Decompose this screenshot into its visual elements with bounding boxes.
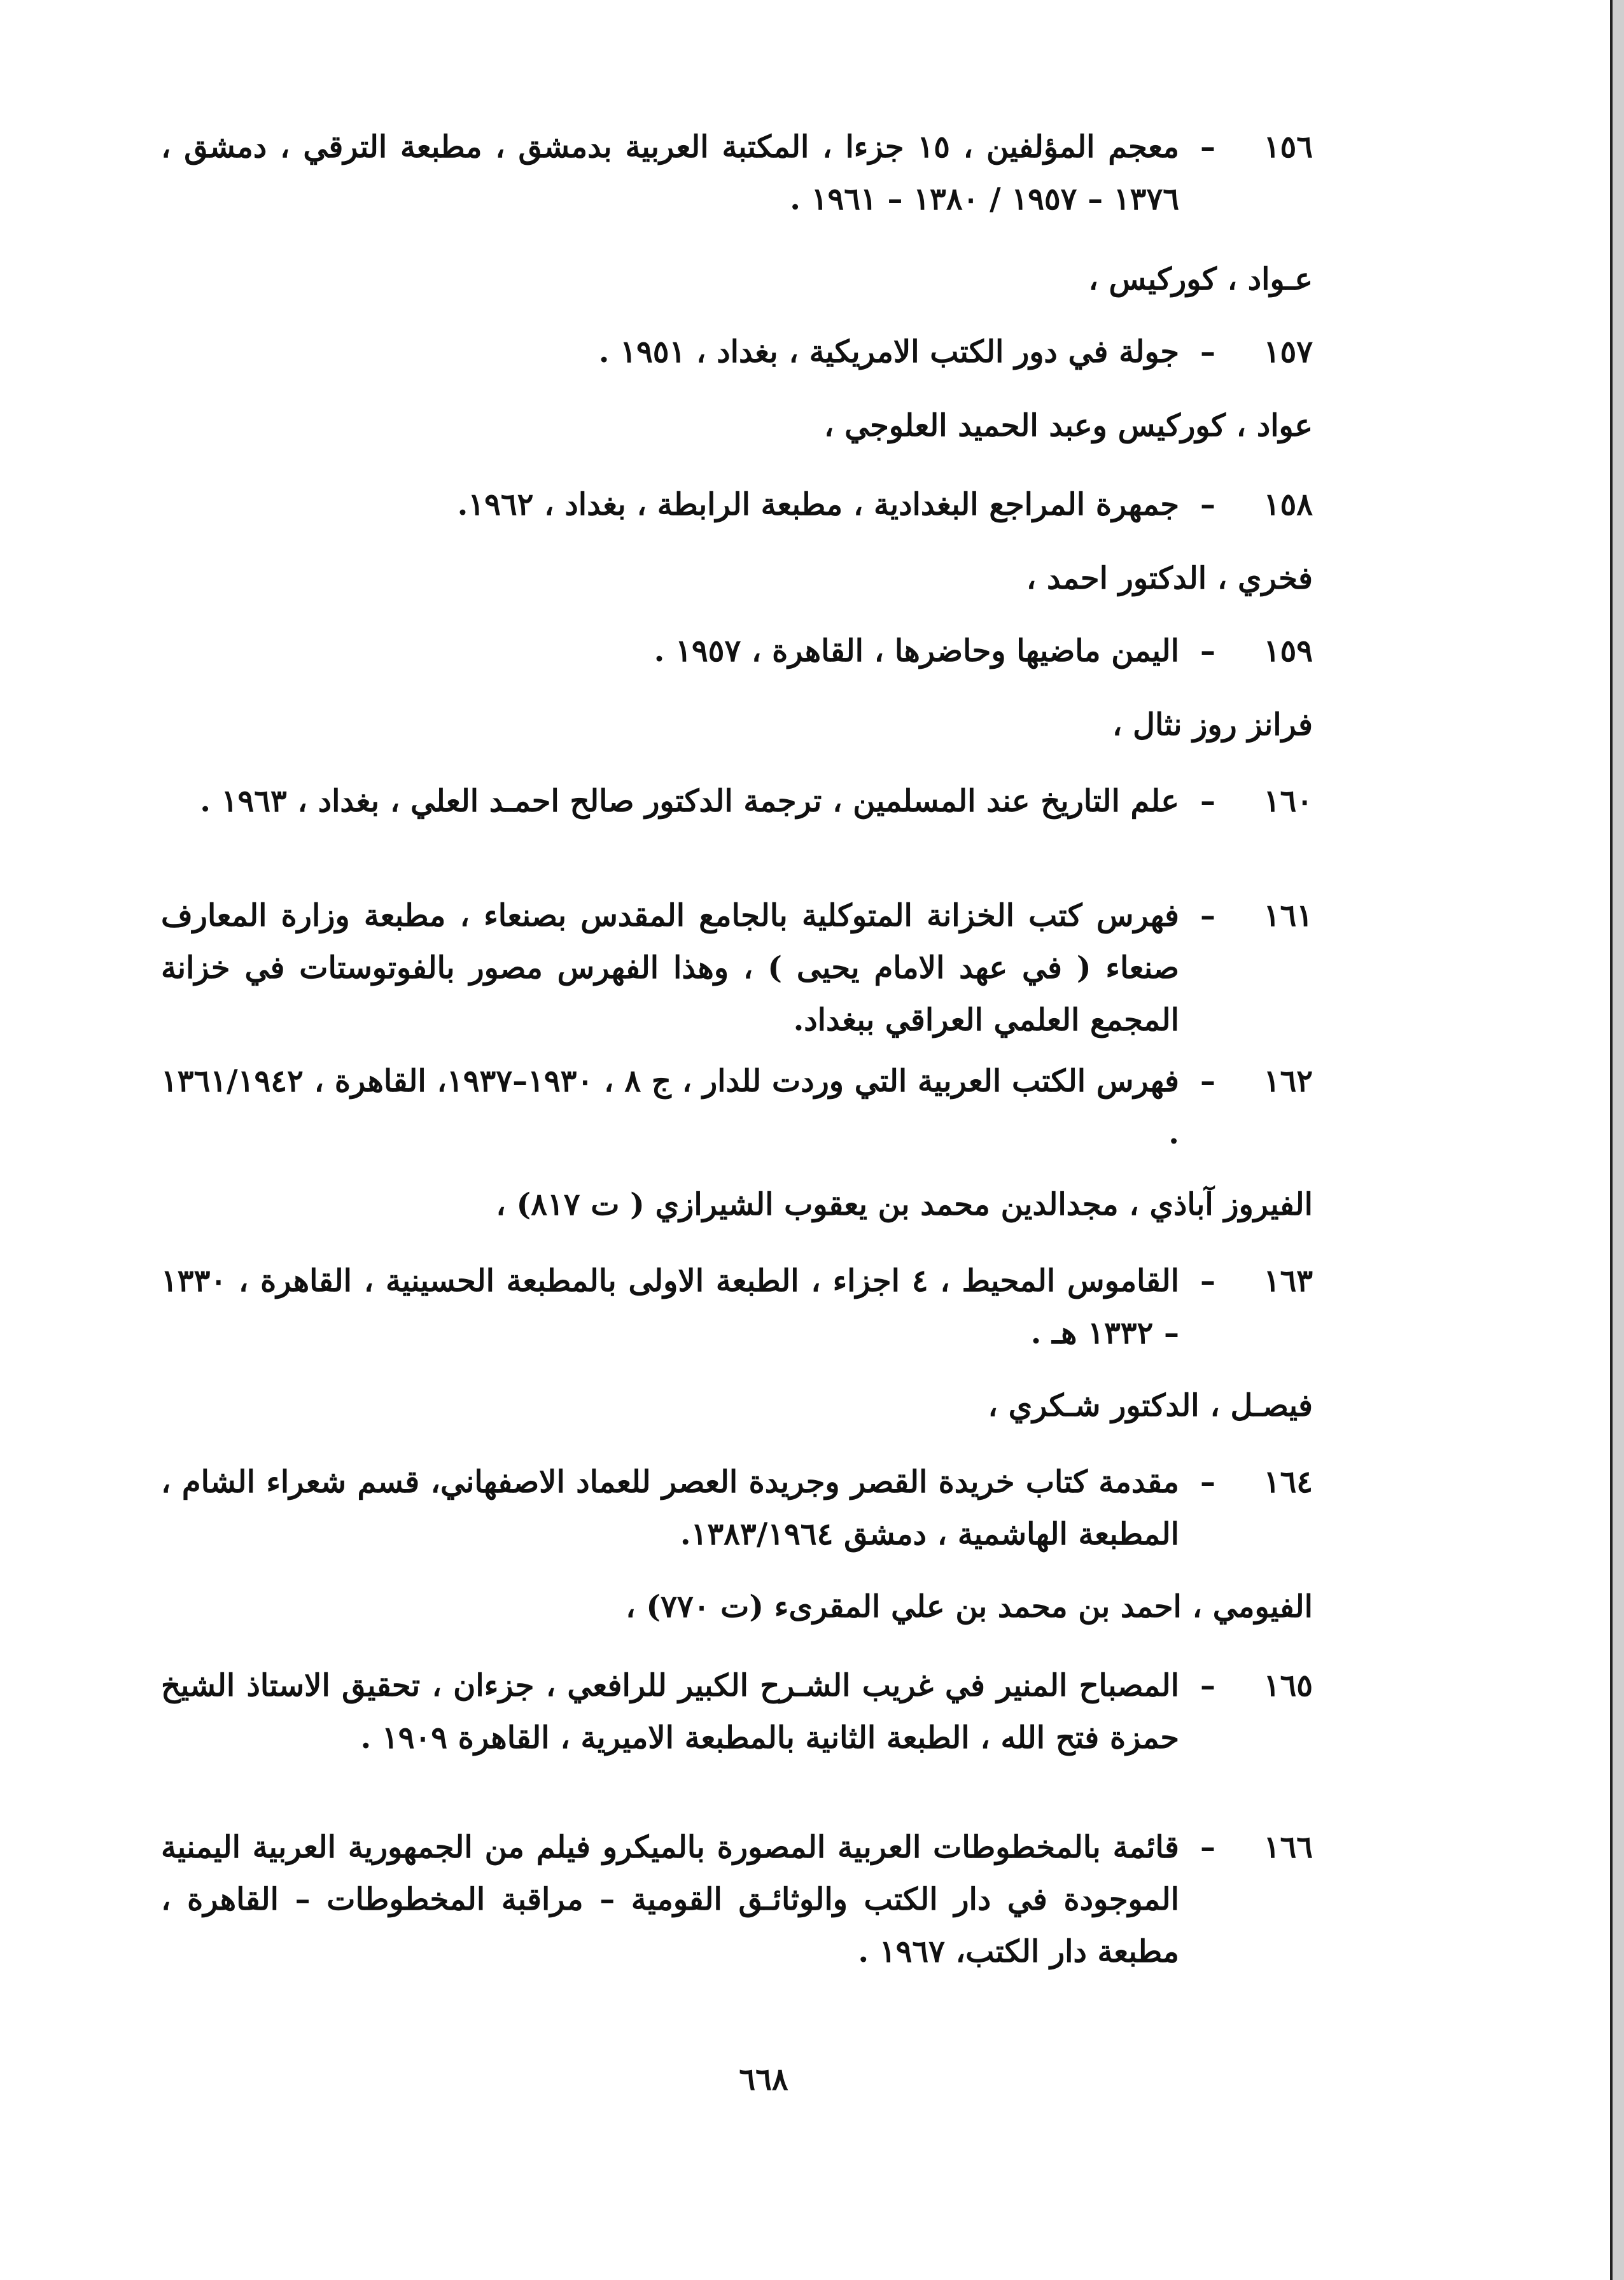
entry-dash: – (1200, 487, 1215, 522)
entry-158 (161, 479, 1313, 531)
author-heading: فرانز روز نثال ، (1112, 707, 1313, 743)
entry-dash: – (1200, 633, 1215, 669)
entry-text: المصباح المنير في غريب الشـرح الكبير للرافعي ، جزءان ، تحقيق الاستاذ الشيخ حمزة فتح الله ، الطبعة الثانية بالمطبعة الاميرية ، القاهرة ١٩٠٩ . (161, 1668, 1179, 1756)
author-heading: الفيومي ، احمد بن محمد بن علي المقرىء (ت ٧٧٠) ، (626, 1589, 1313, 1625)
entry-text: قائمة بالمخطوطات العربية المصورة بالميكرو فيلم من الجمهورية العربية اليمنية الموجودة في دار الكتب والوثائـق القومية – مراقبة المخطوطات – القاهرة ، مطبعة دار الكتب، ١٩٦٧ . (161, 1829, 1179, 1969)
entry-156 (161, 121, 1313, 225)
entry-number: ١٦٤ (1263, 1464, 1313, 1500)
page-number: ٦٦٨ (739, 2062, 788, 2097)
entry-number: ١٥٨ (1263, 487, 1313, 522)
author-heading: فخري ، الدكتور احمد ، (1026, 561, 1313, 596)
entry-160 (161, 775, 1313, 827)
entry-text: فهرس كتب الخزانة المتوكلية بالجامع المقدس بصنعاء ، مطبعة وزارة المعارف صنعاء ( في عهد الامام يحيى ) ، وهذا الفهرس مصور بالفوتوستات في خزانة المجمع العلمي العراقي ببغداد. (161, 898, 1179, 1038)
entry-164 (161, 1456, 1313, 1560)
entry-text: جولة في دور الكتب الامريكية ، بغداد ، ١٩٥١ . (598, 334, 1179, 370)
entry-number: ١٥٩ (1263, 633, 1313, 669)
entry-number: ١٦٢ (1263, 1063, 1313, 1099)
entry-text: جمهرة المراجع البغدادية ، مطبعة الرابطة ، بغداد ، ١٩٦٢. (457, 487, 1179, 522)
entry-157 (161, 326, 1313, 378)
entry-number: ١٦١ (1263, 898, 1313, 934)
entry-number: ١٦٦ (1263, 1829, 1313, 1865)
entry-dash: – (1200, 898, 1215, 934)
entry-dash: – (1200, 1668, 1215, 1703)
entry-dash: – (1200, 1829, 1215, 1865)
author-heading: الفيروز آباذي ، مجدالدين محمد بن يعقوب الشيرازي ( ت ٨١٧) ، (496, 1187, 1313, 1222)
entry-number: ١٦٠ (1263, 783, 1313, 819)
author-heading: عـواد ، كوركيس ، (1088, 262, 1313, 297)
entry-number: ١٥٧ (1263, 334, 1313, 370)
author-heading: فيصـل ، الدكتور شـكري ، (988, 1388, 1313, 1423)
entry-166 (161, 1821, 1313, 1978)
entry-163 (161, 1255, 1313, 1359)
entry-159 (161, 625, 1313, 677)
entry-number: ١٦٥ (1263, 1668, 1313, 1703)
entry-text: معجم المؤلفين ، ١٥ جزءا ، المكتبة العربية بدمشق ، مطبعة الترقي ، دمشق ، ١٣٧٦ – ١٩٥٧ / ١٣٨٠ – ١٩٦١ . (161, 129, 1179, 217)
entry-text: مقدمة كتاب خريدة القصر وجريدة العصر للعماد الاصفهاني، قسم شعراء الشام ، المطبعة الهاشمية ، دمشق ١٣٨٣/١٩٦٤. (161, 1464, 1179, 1552)
entry-162 (161, 1055, 1313, 1159)
entry-text: القاموس المحيط ، ٤ اجزاء ، الطبعة الاولى بالمطبعة الحسينية ، القاهرة ، ١٣٣٠ – ١٣٣٢ هـ . (161, 1263, 1180, 1351)
entry-number: ١٦٣ (1263, 1263, 1313, 1299)
entry-dash: – (1200, 129, 1215, 165)
entry-text: علم التاريخ عند المسلمين ، ترجمة الدكتور صالح احمـد العلي ، بغداد ، ١٩٦٣ . (200, 783, 1179, 819)
entry-number: ١٥٦ (1263, 129, 1313, 165)
entry-dash: – (1200, 1063, 1215, 1099)
entry-dash: – (1200, 1464, 1215, 1500)
entry-dash: – (1200, 783, 1215, 819)
entry-161 (161, 890, 1313, 1046)
entry-text: فهرس الكتب العربية التي وردت للدار ، ج ٨ ، ١٩٣٠–١٩٣٧، القاهرة ، ١٣٦١/١٩٤٢ . (161, 1063, 1179, 1151)
entry-165 (161, 1660, 1313, 1764)
entry-dash: – (1200, 334, 1215, 370)
entry-dash: – (1200, 1263, 1215, 1299)
entry-text: اليمن ماضيها وحاضرها ، القاهرة ، ١٩٥٧ . (654, 633, 1179, 669)
author-heading: عواد ، كوركيس وعبد الحميد العلوجي ، (823, 408, 1313, 444)
